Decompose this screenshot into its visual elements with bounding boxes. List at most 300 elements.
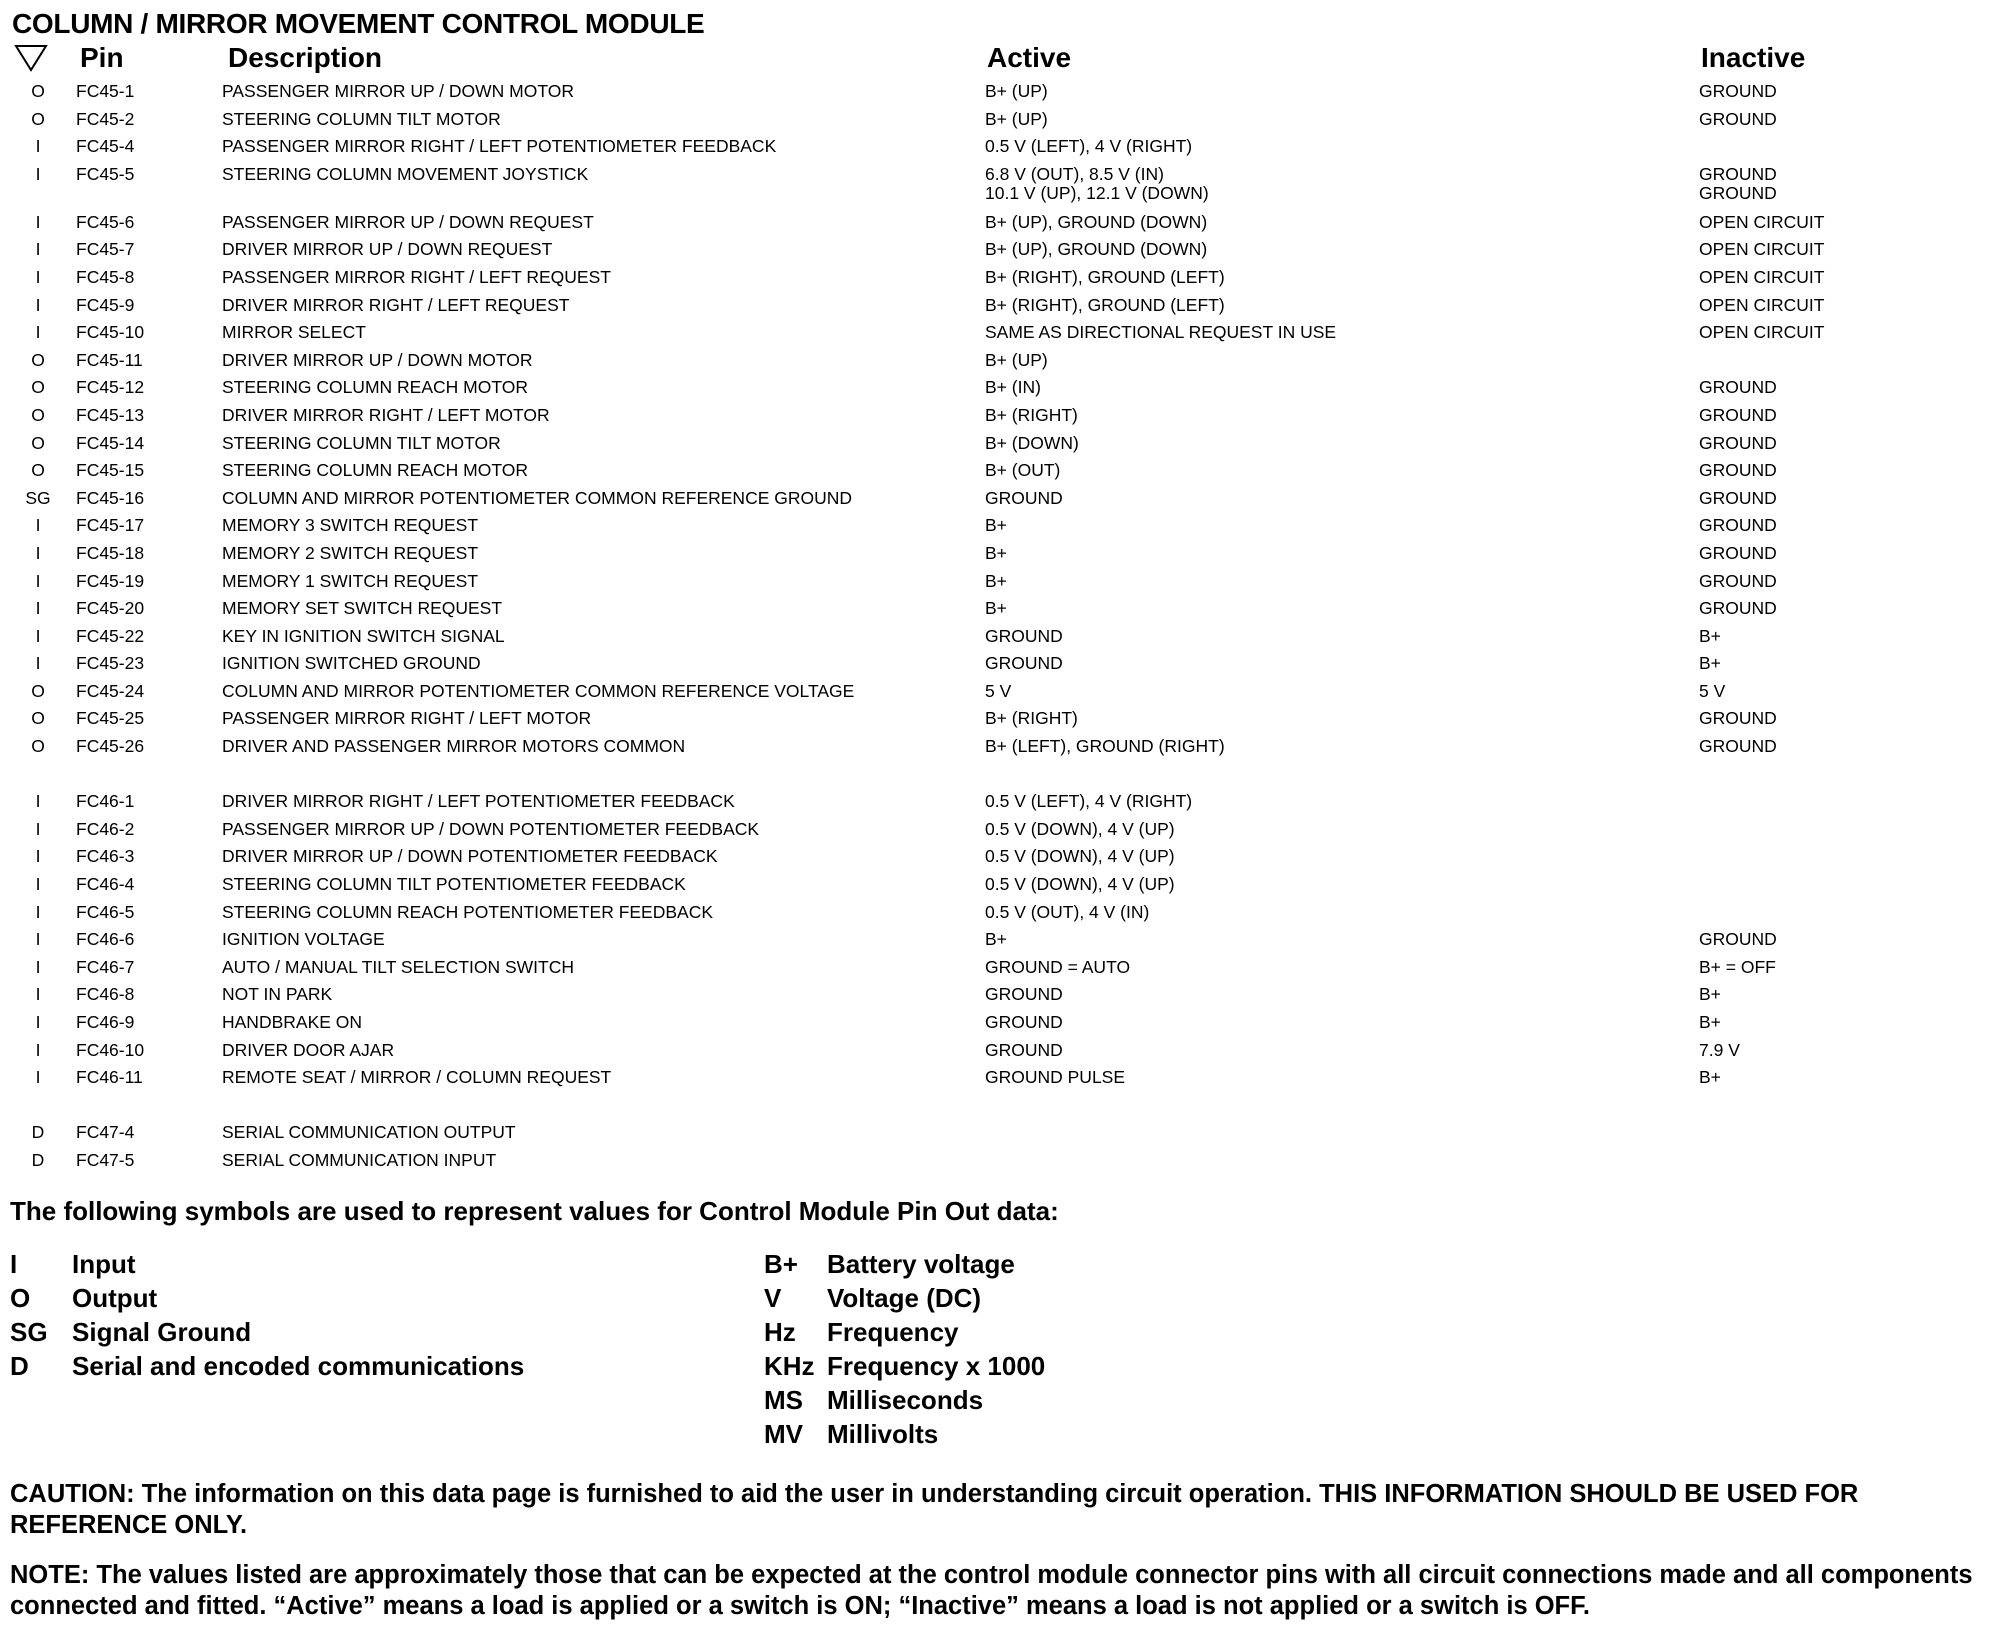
pin-cell <box>76 489 222 517</box>
pin-cell-text: FC46-4 <box>76 874 135 895</box>
table-row <box>0 268 1999 296</box>
caution-text: CAUTION: The information on this data page is furnished to aid the user in understanding circuit operation. THIS INFORMATION SHOULD BE USED FOR REFERENCE ONLY. <box>10 1480 1859 1539</box>
symbol-cell <box>0 709 76 737</box>
active-cell-text: GROUND <box>985 625 1063 646</box>
inactive-cell <box>1699 1151 1999 1179</box>
active-cell <box>985 820 1699 848</box>
active-cell-text: B+ (IN) <box>985 377 1041 398</box>
active-cell <box>985 378 1699 406</box>
description-cell <box>222 351 985 379</box>
inactive-cell-text: 7.9 V <box>1699 1039 1740 1060</box>
inactive-cell-text: GROUND <box>1699 708 1777 729</box>
active-cell-text: B+ (UP), GROUND (DOWN) <box>985 239 1208 260</box>
active-cell <box>985 682 1699 710</box>
inactive-cell-text: B+ <box>1699 625 1721 646</box>
pin-cell <box>76 1068 222 1096</box>
active-cell <box>985 110 1699 138</box>
symbol-cell-text: D <box>31 1149 45 1170</box>
symbol-cell-text: I <box>35 322 41 343</box>
active-cell <box>985 1041 1699 1069</box>
description-cell-text: IGNITION VOLTAGE <box>222 929 385 950</box>
table-row <box>0 737 1999 765</box>
page-title: COLUMN / MIRROR MOVEMENT CONTROL MODULE <box>12 8 705 39</box>
inactive-cell-text: GROUND <box>1699 432 1777 453</box>
inactive-cell-text: GROUND <box>1699 598 1777 619</box>
inactive-cell <box>1699 82 1999 110</box>
inactive-cell-text: B+ <box>1699 1012 1721 1032</box>
active-cell <box>985 489 1699 517</box>
pin-cell <box>76 516 222 544</box>
symbol-cell-text: I <box>35 1012 41 1032</box>
active-cell <box>985 599 1699 627</box>
active-cell-text: 0.5 V (LEFT), 4 V (RIGHT) <box>985 136 1193 157</box>
table-row <box>0 599 1999 627</box>
symbol-cell-text: O <box>31 460 45 481</box>
symbol-cell-text: O <box>31 108 45 129</box>
pin-cell-text: FC45-5 <box>76 163 135 184</box>
pin-cell <box>76 875 222 903</box>
inactive-cell <box>1699 137 1999 165</box>
pin-cell <box>76 213 222 241</box>
pin-cell-text: FC45-2 <box>76 108 135 129</box>
symbol-cell <box>0 296 76 324</box>
legend-right <box>764 1247 1045 1451</box>
legend-symbol: V <box>764 1283 782 1313</box>
description-cell <box>222 489 985 517</box>
description-cell <box>222 516 985 544</box>
pin-cell <box>76 544 222 572</box>
inactive-cell-text: GROUND <box>1699 487 1777 508</box>
symbol-cell-text: I <box>35 625 41 646</box>
active-cell <box>985 351 1699 379</box>
inactive-cell-text: GROUND <box>1699 163 1777 184</box>
active-cell <box>985 461 1699 489</box>
description-cell-text: DRIVER MIRROR UP / DOWN MOTOR <box>222 349 533 370</box>
active-cell-text: B+ <box>985 542 1007 563</box>
legend-title: The following symbols are used to represent values for Control Module Pin Out data: <box>10 1196 1059 1226</box>
legend-item <box>10 1247 524 1281</box>
description-cell <box>222 682 985 710</box>
inactive-cell <box>1699 682 1999 710</box>
table-row <box>0 820 1999 848</box>
active-cell <box>985 875 1699 903</box>
table-row <box>0 110 1999 138</box>
table-row <box>0 627 1999 655</box>
legend-symbol: B+ <box>764 1249 798 1279</box>
description-cell <box>222 599 985 627</box>
symbol-cell-text: I <box>35 1039 41 1060</box>
table-spacer <box>0 1096 1999 1124</box>
symbol-cell <box>0 165 76 213</box>
legend-left <box>10 1247 524 1383</box>
active-cell-text: B+ (RIGHT), GROUND (LEFT) <box>985 294 1225 315</box>
active-cell-text: GROUND PULSE <box>985 1067 1126 1088</box>
active-cell <box>985 268 1699 296</box>
symbol-cell-text: I <box>35 542 41 563</box>
symbol-cell <box>0 240 76 268</box>
description-cell-text: COLUMN AND MIRROR POTENTIOMETER COMMON REFERENCE VOLTAGE <box>222 680 855 701</box>
active-cell <box>985 240 1699 268</box>
inactive-cell-text: GROUND <box>1699 570 1777 591</box>
description-cell <box>222 1123 985 1151</box>
description-cell <box>222 654 985 682</box>
description-cell <box>222 627 985 655</box>
table-spacer <box>0 765 1999 793</box>
description-cell <box>222 903 985 931</box>
table-row <box>0 544 1999 572</box>
legend-meaning: Serial and encoded communications <box>72 1351 525 1381</box>
description-cell <box>222 1013 985 1041</box>
symbol-cell <box>0 137 76 165</box>
inactive-cell-text: GROUND <box>1699 81 1777 101</box>
table-row <box>0 137 1999 165</box>
active-cell-text: B+ <box>985 570 1007 591</box>
pin-cell-text: FC45-14 <box>76 432 145 453</box>
pin-cell <box>76 1123 222 1151</box>
table-row <box>0 985 1999 1013</box>
pin-cell <box>76 82 222 110</box>
symbol-cell <box>0 792 76 820</box>
pin-cell-text: FC47-5 <box>76 1149 135 1170</box>
pin-cell-text: FC45-9 <box>76 294 135 315</box>
description-cell-text: STEERING COLUMN TILT MOTOR <box>222 108 501 129</box>
table-row <box>0 1151 1999 1179</box>
pin-cell <box>76 406 222 434</box>
active-cell <box>985 406 1699 434</box>
active-cell <box>985 903 1699 931</box>
pin-cell-text: FC45-19 <box>76 570 145 591</box>
pin-cell-text: FC45-7 <box>76 239 135 260</box>
symbol-cell <box>0 903 76 931</box>
active-cell-text: 0.5 V (LEFT), 4 V (RIGHT) <box>985 791 1193 812</box>
legend-item <box>764 1349 1045 1383</box>
pin-cell-text: FC45-23 <box>76 653 145 674</box>
description-cell-text: MIRROR SELECT <box>222 322 366 343</box>
table-row <box>0 516 1999 544</box>
active-cell <box>985 572 1699 600</box>
description-cell <box>222 1151 985 1179</box>
legend-item <box>10 1349 524 1383</box>
symbol-cell <box>0 516 76 544</box>
pin-cell <box>76 627 222 655</box>
legend-symbol: MS <box>764 1385 803 1415</box>
symbol-cell <box>0 461 76 489</box>
symbol-cell-text: I <box>35 901 41 922</box>
active-cell-text: 0.5 V (DOWN), 4 V (UP) <box>985 818 1175 839</box>
active-cell <box>985 737 1699 765</box>
active-cell <box>985 958 1699 986</box>
active-cell-text: B+ (RIGHT) <box>985 404 1078 425</box>
active-cell-text: 0.5 V (DOWN), 4 V (UP) <box>985 846 1175 867</box>
active-cell <box>985 709 1699 737</box>
symbol-cell-text: I <box>35 929 41 950</box>
symbol-cell-text: I <box>35 570 41 591</box>
pin-cell <box>76 461 222 489</box>
active-cell-text: B+ (RIGHT), GROUND (LEFT) <box>985 266 1225 287</box>
symbol-cell-text: I <box>35 791 41 812</box>
inactive-cell-text: B+ = OFF <box>1699 956 1776 977</box>
pin-cell-text: FC45-26 <box>76 736 145 757</box>
active-cell <box>985 930 1699 958</box>
symbol-cell <box>0 1041 76 1069</box>
inactive-cell <box>1699 847 1999 875</box>
legend-item <box>764 1281 1045 1315</box>
symbol-cell <box>0 323 76 351</box>
header-inactive: Inactive <box>1701 42 1806 73</box>
pin-cell-text: FC46-11 <box>76 1067 143 1088</box>
table-row <box>0 572 1999 600</box>
symbol-cell <box>0 1013 76 1041</box>
symbol-cell-text: I <box>35 653 41 674</box>
description-cell-text: SERIAL COMMUNICATION OUTPUT <box>222 1122 516 1143</box>
pin-cell <box>76 599 222 627</box>
legend-symbol: MV <box>764 1419 803 1449</box>
pin-cell <box>76 792 222 820</box>
legend-item <box>764 1383 1045 1417</box>
pin-cell <box>76 709 222 737</box>
pin-cell-text: FC46-9 <box>76 1012 135 1032</box>
active-cell-text: GROUND <box>985 1039 1063 1060</box>
description-cell-text: MEMORY SET SWITCH REQUEST <box>222 598 503 619</box>
symbol-cell-text: I <box>35 818 41 839</box>
symbol-cell <box>0 654 76 682</box>
header-description: Description <box>228 42 383 73</box>
active-cell <box>985 137 1699 165</box>
legend-item <box>10 1315 524 1349</box>
symbol-cell-text: O <box>31 432 45 453</box>
inactive-cell-text: GROUND <box>1699 929 1777 950</box>
description-cell <box>222 461 985 489</box>
active-cell-text: B+ (UP) <box>985 81 1048 101</box>
description-cell-text: KEY IN IGNITION SWITCH SIGNAL <box>222 625 505 646</box>
description-cell <box>222 820 985 848</box>
active-cell-text: B+ (OUT) <box>985 460 1061 481</box>
description-cell-text: PASSENGER MIRROR UP / DOWN POTENTIOMETER FEEDBACK <box>222 818 760 839</box>
symbol-cell-text: I <box>35 1067 41 1088</box>
legend-item <box>10 1281 524 1315</box>
description-cell-text: IGNITION SWITCHED GROUND <box>222 653 481 674</box>
symbol-cell <box>0 820 76 848</box>
pin-cell-text: FC46-3 <box>76 846 135 867</box>
direction-triangle-icon <box>14 44 48 72</box>
symbol-cell <box>0 434 76 462</box>
symbol-cell-text: I <box>35 984 41 1005</box>
inactive-cell-text: OPEN CIRCUIT <box>1699 322 1825 343</box>
description-cell <box>222 110 985 138</box>
active-cell-text: GROUND <box>985 653 1063 674</box>
active-cell-text: 6.8 V (OUT), 8.5 V (IN) <box>985 163 1164 184</box>
inactive-cell-text: B+ <box>1699 1067 1721 1088</box>
pin-cell <box>76 296 222 324</box>
legend-meaning: Voltage (DC) <box>827 1283 982 1313</box>
active-cell-text: B+ <box>985 598 1007 619</box>
symbol-cell-text: D <box>31 1122 45 1143</box>
pin-cell-text: FC46-10 <box>76 1039 145 1060</box>
inactive-cell <box>1699 792 1999 820</box>
active-cell <box>985 434 1699 462</box>
inactive-cell <box>1699 1123 1999 1151</box>
active-cell <box>985 1123 1699 1151</box>
symbol-cell <box>0 82 76 110</box>
pin-cell <box>76 1151 222 1179</box>
active-cell <box>985 213 1699 241</box>
description-cell-text: STEERING COLUMN REACH MOTOR <box>222 460 528 481</box>
symbol-cell <box>0 875 76 903</box>
pin-cell-text: FC45-22 <box>76 625 145 646</box>
description-cell <box>222 213 985 241</box>
inactive-cell <box>1699 737 1999 765</box>
note-text: NOTE: The values listed are approximately those that can be expected at the control module connector pins with all circuit connections made and all components connected and fitted. “Active” means a load is applied or a switch is ON; “Inactive” means a load is not applied or a switch is OFF. <box>10 1561 1973 1620</box>
pin-cell-text: FC45-24 <box>76 680 145 701</box>
pin-table <box>0 82 1999 1179</box>
inactive-cell <box>1699 213 1999 241</box>
symbol-cell-text: I <box>35 874 41 895</box>
legend-symbol: SG <box>10 1317 48 1347</box>
active-cell-text: GROUND = AUTO <box>985 956 1131 977</box>
pin-cell-text: FC45-20 <box>76 598 145 619</box>
header-active: Active <box>987 42 1072 73</box>
active-cell <box>985 847 1699 875</box>
active-cell-text: B+ <box>985 515 1007 536</box>
description-cell <box>222 82 985 110</box>
inactive-cell <box>1699 572 1999 600</box>
symbol-cell <box>0 406 76 434</box>
active-cell-text: B+ (UP), GROUND (DOWN) <box>985 211 1208 232</box>
table-row <box>0 930 1999 958</box>
pin-cell-text: FC45-1 <box>76 81 135 101</box>
pin-cell <box>76 985 222 1013</box>
table-row <box>0 461 1999 489</box>
active-cell-text: 0.5 V (DOWN), 4 V (UP) <box>985 874 1175 895</box>
active-cell-text: B+ (LEFT), GROUND (RIGHT) <box>985 736 1225 757</box>
legend-meaning: Input <box>72 1249 136 1279</box>
symbol-cell <box>0 985 76 1013</box>
active-cell-text: B+ (UP) <box>985 108 1048 129</box>
table-row <box>0 351 1999 379</box>
description-cell <box>222 737 985 765</box>
legend-meaning: Battery voltage <box>827 1249 1015 1279</box>
symbol-cell-text: SG <box>25 487 51 508</box>
pin-cell <box>76 572 222 600</box>
description-cell-text: PASSENGER MIRROR RIGHT / LEFT POTENTIOMETER FEEDBACK <box>222 136 777 157</box>
description-cell <box>222 847 985 875</box>
symbol-cell-text: I <box>35 294 41 315</box>
table-row <box>0 792 1999 820</box>
description-cell-text: COLUMN AND MIRROR POTENTIOMETER COMMON REFERENCE GROUND <box>222 487 853 508</box>
description-cell-text: STEERING COLUMN MOVEMENT JOYSTICK <box>222 163 589 184</box>
active-cell <box>985 165 1699 213</box>
pin-cell <box>76 820 222 848</box>
description-cell <box>222 268 985 296</box>
description-cell-text: DRIVER MIRROR RIGHT / LEFT POTENTIOMETER FEEDBACK <box>222 791 735 812</box>
pin-cell-text: FC46-7 <box>76 956 135 977</box>
description-cell-text: MEMORY 1 SWITCH REQUEST <box>222 570 479 591</box>
active-cell <box>985 1068 1699 1096</box>
symbol-cell-text: I <box>35 266 41 287</box>
symbol-cell <box>0 599 76 627</box>
pin-cell-text: FC46-5 <box>76 901 135 922</box>
inactive-cell-text: OPEN CIRCUIT <box>1699 266 1825 287</box>
legend-meaning: Milliseconds <box>827 1385 984 1415</box>
symbol-cell <box>0 213 76 241</box>
pin-cell-text: FC46-8 <box>76 984 135 1005</box>
description-cell <box>222 544 985 572</box>
description-cell <box>222 296 985 324</box>
pin-cell <box>76 240 222 268</box>
legend-symbol: Hz <box>764 1317 796 1347</box>
active-cell <box>985 516 1699 544</box>
inactive-cell <box>1699 958 1999 986</box>
active-cell-text: B+ (UP) <box>985 349 1048 370</box>
inactive-cell-text: GROUND <box>1699 460 1777 481</box>
symbol-cell-text: I <box>35 211 41 232</box>
description-cell-text: DRIVER AND PASSENGER MIRROR MOTORS COMMON <box>222 736 686 757</box>
active-cell <box>985 1013 1699 1041</box>
description-cell-text: STEERING COLUMN REACH MOTOR <box>222 377 528 398</box>
description-cell-text: STEERING COLUMN REACH POTENTIOMETER FEEDBACK <box>222 901 714 922</box>
table-row <box>0 903 1999 931</box>
symbol-cell-text: O <box>31 349 45 370</box>
pin-cell-text: FC46-2 <box>76 818 135 839</box>
description-cell-text: REMOTE SEAT / MIRROR / COLUMN REQUEST <box>222 1067 612 1088</box>
inactive-cell <box>1699 165 1999 213</box>
description-cell-text: DRIVER MIRROR UP / DOWN REQUEST <box>222 239 553 260</box>
pin-cell-text: FC45-12 <box>76 377 145 398</box>
description-cell-text: STEERING COLUMN TILT MOTOR <box>222 432 501 453</box>
table-row <box>0 296 1999 324</box>
symbol-cell-text: I <box>35 956 41 977</box>
symbol-cell <box>0 958 76 986</box>
description-cell <box>222 323 985 351</box>
pin-cell <box>76 682 222 710</box>
description-cell-text: MEMORY 3 SWITCH REQUEST <box>222 515 479 536</box>
inactive-cell <box>1699 985 1999 1013</box>
pin-cell-text: FC47-4 <box>76 1122 135 1143</box>
pin-cell <box>76 323 222 351</box>
description-cell-text: DRIVER MIRROR RIGHT / LEFT MOTOR <box>222 404 550 425</box>
description-cell-text: PASSENGER MIRROR RIGHT / LEFT MOTOR <box>222 708 592 729</box>
description-cell-text: DRIVER DOOR AJAR <box>222 1039 395 1060</box>
active-cell <box>985 323 1699 351</box>
symbol-cell <box>0 930 76 958</box>
table-row <box>0 323 1999 351</box>
pin-cell-text: FC46-6 <box>76 929 135 950</box>
inactive-cell <box>1699 434 1999 462</box>
inactive-cell <box>1699 1041 1999 1069</box>
description-cell <box>222 434 985 462</box>
table-row <box>0 654 1999 682</box>
table-row <box>0 875 1999 903</box>
inactive-cell-text: GROUND <box>1699 377 1777 398</box>
active-cell <box>985 627 1699 655</box>
symbol-cell <box>0 627 76 655</box>
description-cell <box>222 572 985 600</box>
active-cell <box>985 544 1699 572</box>
inactive-cell <box>1699 268 1999 296</box>
active-cell-text-line2: 10.1 V (UP), 12.1 V (DOWN) <box>985 182 1209 203</box>
symbol-cell-text: I <box>35 136 41 157</box>
active-cell <box>985 1151 1699 1179</box>
description-cell-text: PASSENGER MIRROR UP / DOWN REQUEST <box>222 211 594 232</box>
table-row <box>0 958 1999 986</box>
active-cell-text: 0.5 V (OUT), 4 V (IN) <box>985 901 1150 922</box>
symbol-cell <box>0 544 76 572</box>
table-row <box>0 434 1999 462</box>
inactive-cell-text: OPEN CIRCUIT <box>1699 294 1825 315</box>
symbol-cell <box>0 489 76 517</box>
active-cell <box>985 985 1699 1013</box>
table-row <box>0 240 1999 268</box>
